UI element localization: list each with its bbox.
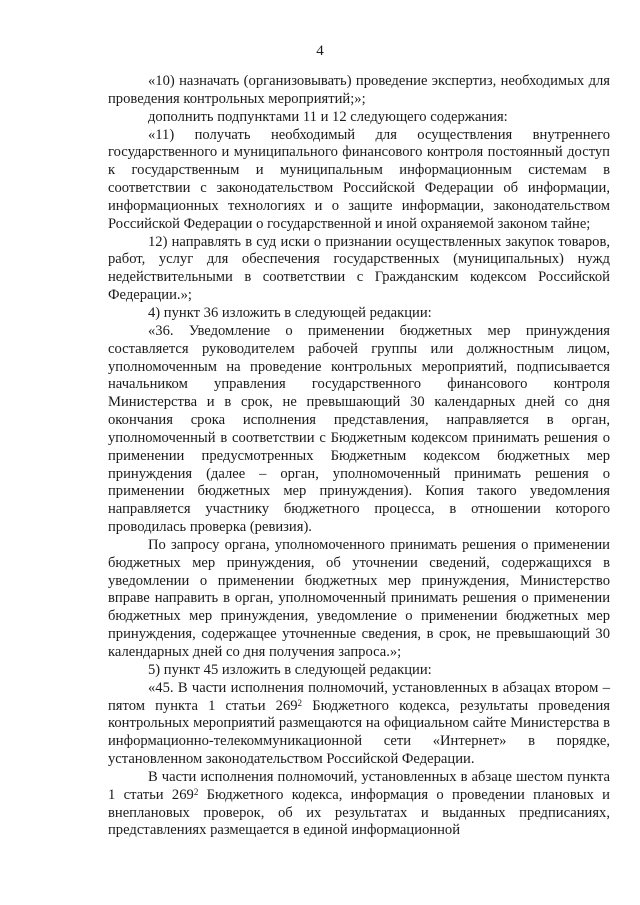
paragraph-item-12: 12) направлять в суд иски о признании осуществленных закупок товаров, работ, услуг для обеспечения государственных (муниципальных) нужд недействительными в соответствии с Гражданским кодексом Российской Федерации.»; xyxy=(108,233,610,304)
paragraph-point-45-part2 xyxy=(108,769,610,840)
paragraph-point-36-request: По запросу органа, уполномоченного принимать решения о применении бюджетных мер принуждения, об уточнении сведений, содержащихся в уведомлении о применении бюджетных мер принуждения, Министерство вправе направить в орган, уполномоченный принимать решения о применении бюджетных мер принуждения, уведомление о применении бюджетных мер принуждения, содержащее уточненные сведения, в срок, не превышающий 30 календарных дней со дня получения запроса.»; xyxy=(108,536,610,660)
paragraph-point-36-text: «36. Уведомление о применении бюджетных мер принуждения составляется руководителем рабочей группы или должностным лицом, уполномоченным на проведение контрольных мероприятий, подписывается начальником управления государственного финансового контроля Министерства и в срок, не превышающий 30 календарных дней со дня окончания срока исполнения представления, направляется в орган, уполномоченный в соответствии с Бюджетным кодексом принимать решения о применении предусмотренных Бюджетным кодексом бюджетных мер принуждения (далее – орган, уполномоченный принимать решения о применении бюджетных мер принуждения). Копия такого уведомления направляется участнику бюджетного процесса, в отношении которого проводилась проверка (ревизия). xyxy=(108,322,610,536)
paragraph-item-11: «11) получать необходимый для осуществления внутреннего государственного и муниципального финансового контроля постоянный доступ к государственным и муниципальным информационным системам в соответствии с законодательством Российской Федерации об информации, информационных технологиях и о защите информации, законодательством Российской Федерации о государственной и иной охраняемой законом тайне; xyxy=(108,126,610,232)
text-run: Бюджетного кодекса, результаты проведения контрольных мероприятий размещаются на официальном сайте Министерства в информационно-телекоммуникационной сети «Интернет» в порядке, установленном законодательством Российской Федерации. xyxy=(108,697,610,768)
superscript: 2 xyxy=(193,786,199,797)
text-run: Бюджетного кодекса, информация о проведении плановых и внеплановых проверок, об их результатах и выданных предписаниях, представлениях размещается в единой информационной xyxy=(108,786,610,839)
document-body xyxy=(108,73,610,840)
paragraph-add-items: дополнить подпунктами 11 и 12 следующего содержания: xyxy=(148,108,508,125)
superscript: 2 xyxy=(297,697,303,708)
paragraph-point-45-intro: 5) пункт 45 изложить в следующей редакции: xyxy=(148,661,432,678)
text-run: В части исполнения полномочий, установленных в абзаце шестом пункта 1 статьи 269 xyxy=(108,768,610,803)
page-number: 4 xyxy=(316,43,324,59)
paragraph-item-10: «10) назначать (организовывать) проведение экспертиз, необходимых для проведения контрольных мероприятий;»; xyxy=(108,73,610,107)
paragraph-point-36-intro: 4) пункт 36 изложить в следующей редакции: xyxy=(148,304,432,321)
paragraph-point-45-text xyxy=(108,680,610,769)
text-run: «45. В части исполнения полномочий, установленных в абзацах втором – пятом пункта 1 статьи 269 xyxy=(108,679,610,714)
